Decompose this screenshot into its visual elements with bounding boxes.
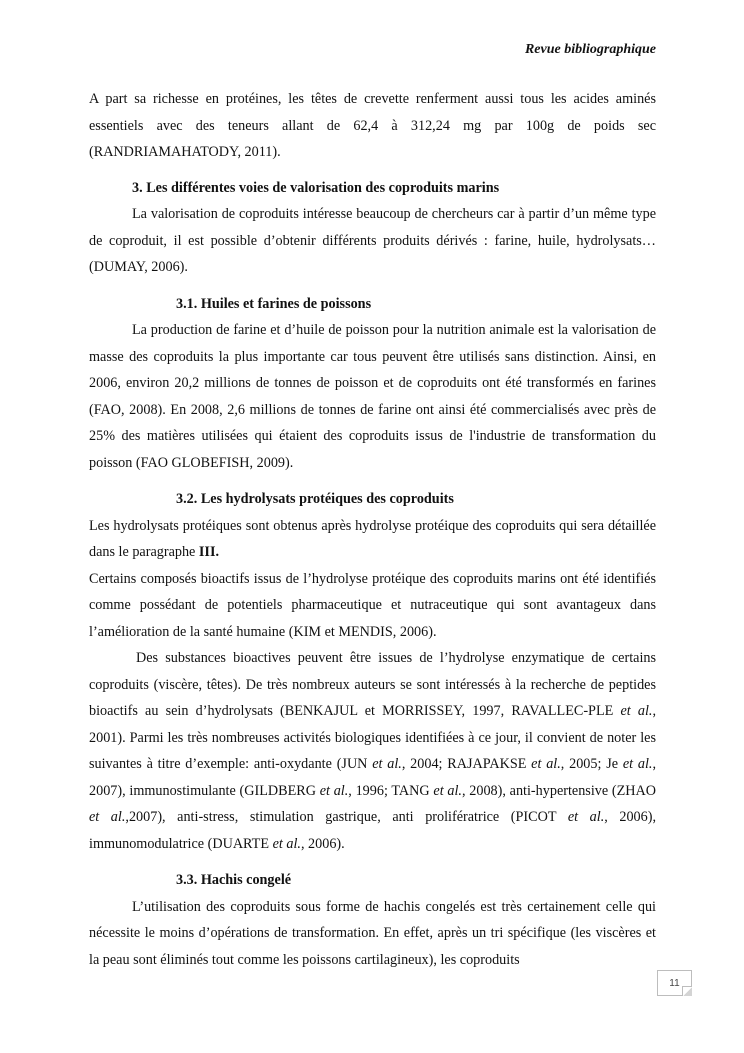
page-curl-icon xyxy=(682,986,692,996)
section-3-2-paragraph-1 xyxy=(89,513,656,566)
text-run: , 2007), immunostimulante (GILDBERG xyxy=(89,756,656,799)
et-al-italic: et al. xyxy=(567,809,605,825)
section-3-heading: 3. Les différentes voies de valorisation des coproduits marins xyxy=(132,179,500,196)
intro-paragraph: A part sa richesse en protéines, les têtes de crevette renferment aussi tous les acides aminés essentiels avec des teneurs allant de 62,4 à 312,24 mg par 100g de poids sec (RANDRIAMAHATODY, 2011). xyxy=(89,91,656,160)
et-al-italic: et al. xyxy=(319,782,349,799)
text-run: , 2008), anti-hypertensive (ZHAO xyxy=(461,782,657,799)
section-3-3-paragraph: L’utilisation des coproduits sous forme de hachis congelés est très certainement celle qui nécessite le moins d’opérations de transformation. En effet, après un tri spécifique (les viscères et la peau sont éliminés tout comme les poissons cartilagineux), les coproduits xyxy=(89,898,656,968)
et-al-italic: et al. xyxy=(89,809,126,825)
page-number: 11 xyxy=(669,978,680,989)
page-number-box xyxy=(657,970,692,996)
section-3-2-heading: 3.2. Les hydrolysats protéiques des coproduits xyxy=(176,491,454,507)
section-3-1-heading: 3.1. Huiles et farines de poissons xyxy=(176,295,372,312)
section-3-1-paragraph: La production de farine et d’huile de poisson pour la nutrition animale est la valorisation de masse des coproduits la plus importante car tous peuvent être utilisés sans distinction. Ainsi, en 2006, environ 20,2 millions de tonnes de poisson et de coproduits ont été transformés en farines (FAO, 2008). En 2008, 2,6 millions de tonnes de farine ont ainsi été commercialisés avec près de 25% des matières utilisées qui étaient des coproduits issus de l'industrie de transformation du poisson (FAO GLOBEFISH, 2009). xyxy=(89,322,656,471)
et-al-italic: et al. xyxy=(531,756,561,772)
et-al-italic: et al. xyxy=(272,835,301,852)
et-al-italic: et al. xyxy=(433,782,462,799)
et-al-italic: et al. xyxy=(372,756,402,772)
section-3-2-paragraph-3 xyxy=(89,645,656,857)
et-al-italic: et al. xyxy=(620,703,653,719)
paragraph-reference: III. xyxy=(198,544,220,560)
text-run: , 2006). xyxy=(300,835,345,852)
section-3-2-paragraph-2: Certains composés bioactifs issus de l’hydrolyse protéique des coproduits marins ont été identifiés comme possédant de potentiels pharmaceutique et nutraceutique qui sont avantageux dans l’amélioration de la santé humaine (KIM et MENDIS, 2006). xyxy=(89,570,656,640)
text-run: , 2004; RAJAPAKSE xyxy=(401,756,532,772)
paragraph-text: Les hydrolysats protéiques sont obtenus après hydrolyse protéique des coproduits qui sera détaillée dans le paragraphe xyxy=(89,517,656,560)
et-al-italic: et al. xyxy=(622,756,653,772)
section-3-paragraph: La valorisation de coproduits intéresse beaucoup de chercheurs car à partir d’un même type de coproduit, il est possible d’obtenir différents produits dérivés : farine, huile, hydrolysats… (DUMAY, 2006). xyxy=(89,206,656,275)
text-run: , 2005; Je xyxy=(560,756,623,772)
section-3-3-heading: 3.3. Hachis congelé xyxy=(176,872,292,888)
text-run: ,2007), anti-stress, stimulation gastrique, anti prolifératrice (PICOT xyxy=(125,809,568,825)
running-header: Revue bibliographique xyxy=(524,42,656,57)
text-run: , 1996; TANG xyxy=(348,782,434,799)
text-run: Des substances bioactives peuvent être issues de l’hydrolyse enzymatique de certains coproduits (viscère, têtes). De très nombreux auteurs se sont intéressés à la recherche de peptides bioactifs au sein d’hydrolysats (BENKAJUL et MORRISSEY, 1997, RAVALLEC-PLE xyxy=(89,650,656,719)
text-run: , 2006), immunomodulatrice (DUARTE xyxy=(89,809,657,852)
page-body xyxy=(89,86,656,973)
text-run: , 2001). Parmi les très nombreuses activités biologiques identifiées à ce jour, il convient de noter les suivantes à titre d’exemple: anti-oxydante (JUN xyxy=(89,703,656,772)
